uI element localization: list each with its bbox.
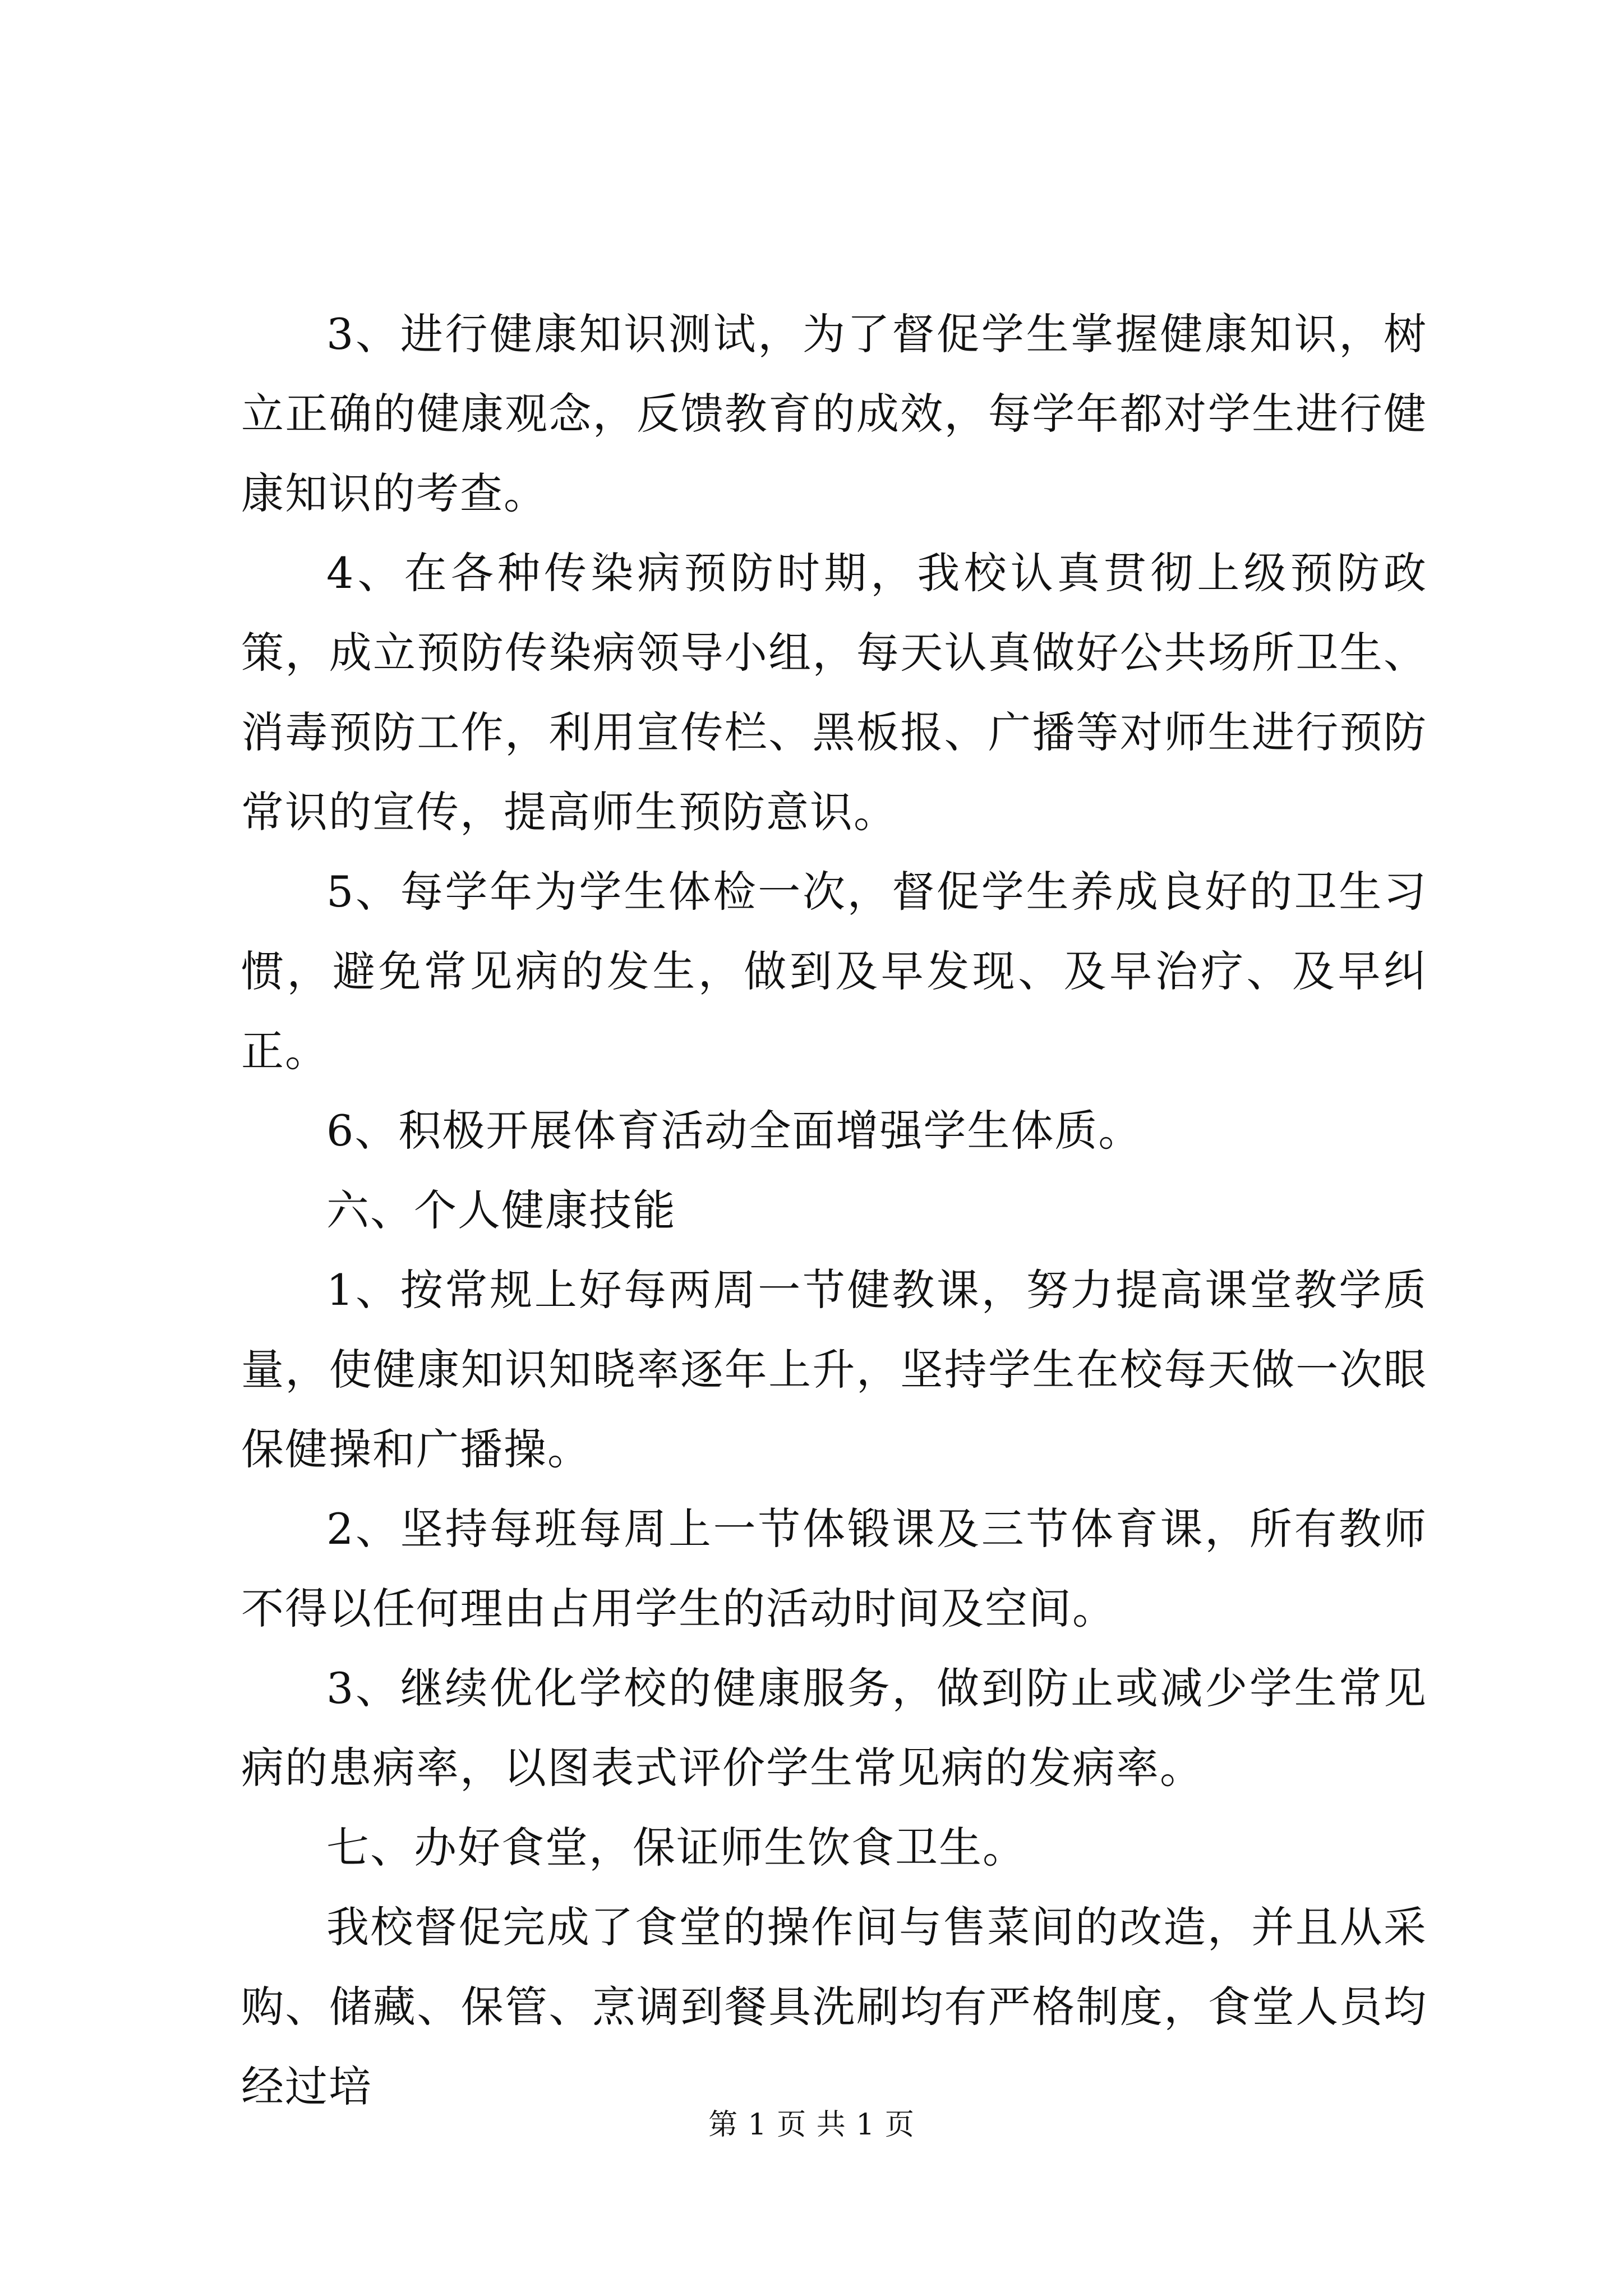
- paragraph-health-test: 3、进行健康知识测试，为了督促学生掌握健康知识，树立正确的健康观念，反馈教育的成效，每学年都对学生进行健康知识的考查。: [241, 309, 1427, 518]
- paragraph-epidemic-prevention: 4、在各种传染病预防时期，我校认真贯彻上级预防政策，成立预防传染病领导小组，每天认真做好公共场所卫生、消毒预防工作，利用宣传栏、黑板报、广播等对师生进行预防常识的宣传，提高师生预防意识。: [241, 548, 1427, 837]
- paragraph-health-service: 3、继续优化学校的健康服务，做到防止或减少学生常见病的患病率，以图表式评价学生常见病的发病率。: [241, 1663, 1427, 1793]
- paragraph-sports-activities: 6、积极开展体育活动全面增强学生体质。: [326, 1106, 1142, 1156]
- section-heading-personal-health-skills: 六、个人健康技能: [326, 1185, 676, 1235]
- paragraph-physical-exam: 5、每学年为学生体检一次，督促学生养成良好的卫生习惯，避免常见病的发生，做到及早发现、及早治疗、及早纠正。: [241, 867, 1427, 1076]
- paragraph-canteen-renovation: 我校督促完成了食堂的操作间与售菜间的改造，并且从采购、储藏、保管、烹调到餐具洗刷均有严格制度，食堂人员均经过培: [241, 1902, 1427, 2111]
- paragraph-pe-class: 2、坚持每班每周上一节体锻课及三节体育课，所有教师不得以任何理由占用学生的活动时间及空间。: [241, 1504, 1427, 1634]
- section-heading-canteen: 七、办好食堂，保证师生饮食卫生。: [326, 1823, 1026, 1872]
- page-number-footer: 第 1 页 共 1 页: [708, 2108, 915, 2142]
- paragraph-health-class: 1、按常规上好每两周一节健教课，努力提高课堂教学质量，使健康知识知晓率逐年上升，坚持学生在校每天做一次眼保健操和广播操。: [241, 1265, 1427, 1474]
- document-body: [241, 295, 1427, 2127]
